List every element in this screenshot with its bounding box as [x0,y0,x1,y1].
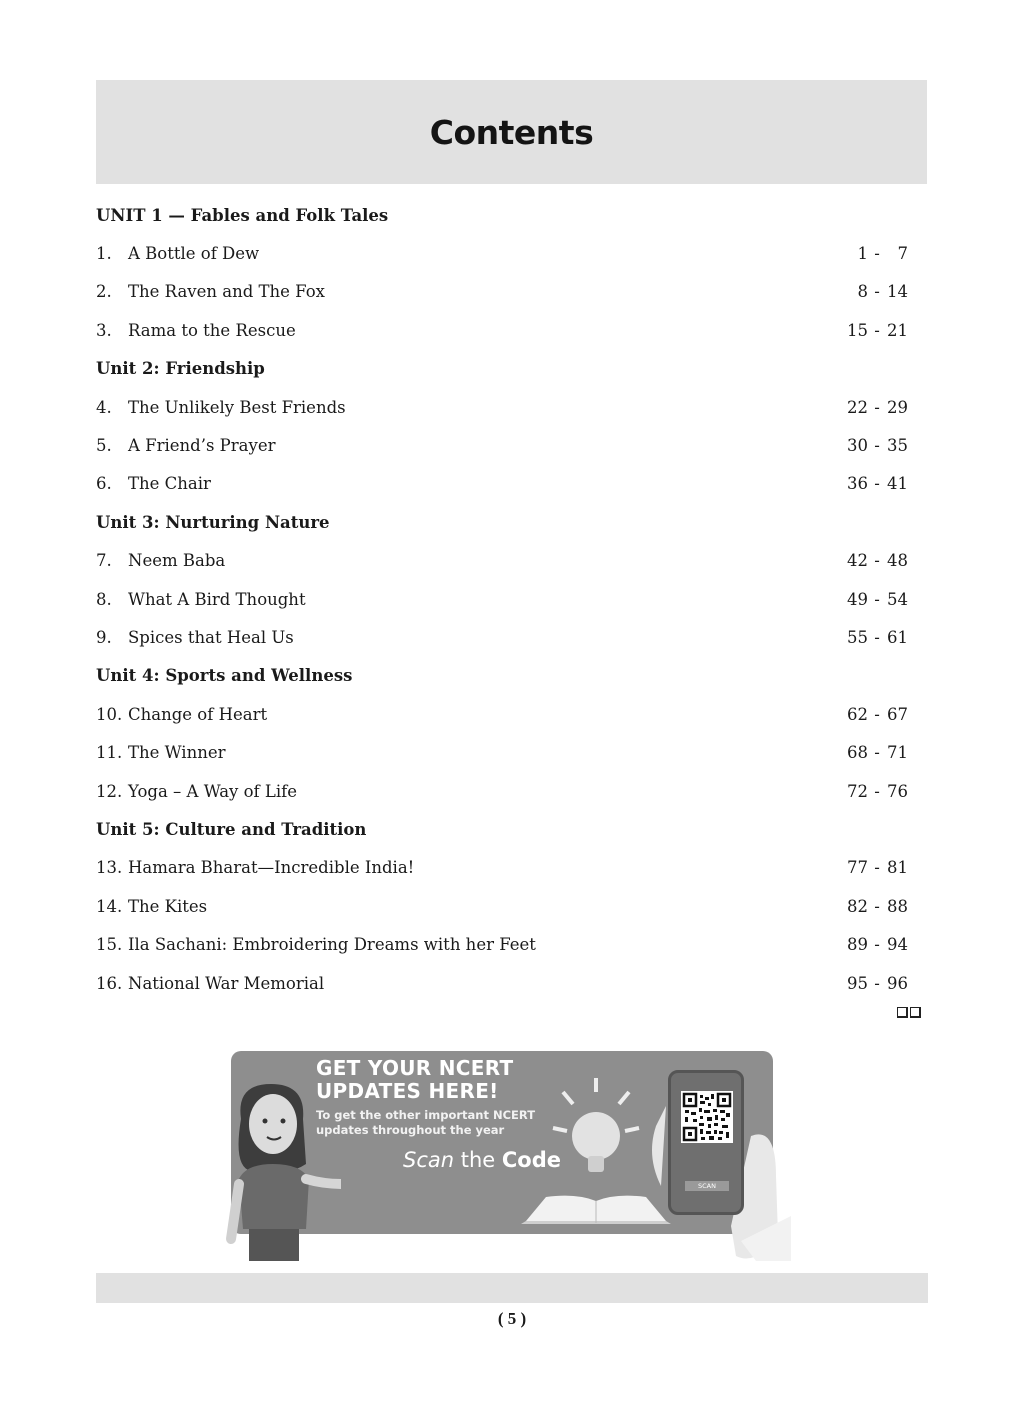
toc-unit-heading[interactable] [96,503,908,541]
ncert-updates-banner[interactable] [231,1051,791,1261]
page-range [828,628,908,647]
banner-text-block [316,1057,535,1138]
toc-chapter-entry[interactable] [96,465,908,503]
page-range [828,474,908,493]
page-range-separator: - [874,551,880,571]
toc-unit-heading[interactable] [96,196,908,234]
page-end: 35 [887,436,908,456]
page-range [828,436,908,455]
page-range-separator: - [874,896,880,916]
chapter-title: The Chair [128,474,211,494]
chapter-title: Change of Heart [128,704,268,724]
page-start: 68 [847,743,868,763]
end-marker [897,1007,921,1018]
chapter-number: 11. [96,743,123,763]
page-range [828,398,908,417]
square-icon [897,1007,908,1018]
page-start: 30 [847,436,868,456]
page-end: 71 [887,743,908,763]
page-range [828,858,908,877]
square-icon [910,1007,921,1018]
toc-unit-heading[interactable] [96,350,908,388]
toc-chapter-entry[interactable] [96,695,908,733]
lightbulb-icon [551,1076,641,1186]
chapter-title: The Unlikely Best Friends [128,397,346,417]
toc-chapter-entry[interactable] [96,618,908,656]
page-range [828,282,908,301]
chapter-number: 4. [96,397,112,417]
chapter-number: 10. [96,704,123,724]
page-start: 82 [847,896,868,916]
toc-chapter-entry[interactable] [96,925,908,963]
page-end: 88 [887,896,908,916]
page-start: 15 [847,320,868,340]
chapter-title: What A Bird Thought [128,589,306,609]
page-range [828,705,908,724]
page-range-separator: - [874,935,880,955]
toc-chapter-entry[interactable] [96,849,908,887]
chapter-number: 8. [96,589,112,609]
page-start: 49 [847,589,868,609]
page-end: 61 [887,627,908,647]
page-range-separator: - [874,973,880,993]
toc-chapter-entry[interactable] [96,542,908,580]
chapter-title: Neem Baba [128,551,226,571]
unit-title: Unit 2: Friendship [96,359,265,379]
page-start: 8 [857,282,868,302]
chapter-title: A Friend’s Prayer [128,436,276,456]
page-end: 81 [887,858,908,878]
page-range-separator: - [874,781,880,801]
chapter-number: 3. [96,320,112,340]
chapter-number: 6. [96,474,112,494]
page-range [828,590,908,609]
toc-chapter-entry[interactable] [96,426,908,464]
contents-header-band [96,80,927,184]
chapter-number: 7. [96,551,112,571]
qr-code-icon[interactable] [681,1091,733,1143]
page-start: 55 [847,627,868,647]
toc-chapter-entry[interactable] [96,234,908,272]
page-range-separator: - [874,244,880,264]
page-end: 14 [887,282,908,302]
page-title: Contents [429,112,594,152]
page-start: 95 [847,973,868,993]
page-start: 62 [847,704,868,724]
unit-title: UNIT 1 — Fables and Folk Tales [96,205,389,225]
footer-band [96,1273,928,1303]
unit-title: Unit 3: Nurturing Nature [96,512,330,532]
page-start: 22 [847,397,868,417]
chapter-title: The Kites [128,896,208,916]
page-range [828,321,908,340]
page-range-separator: - [874,704,880,724]
page-start: 42 [847,551,868,571]
chapter-number: 14. [96,896,123,916]
chapter-title: The Raven and The Fox [128,282,325,302]
toc-chapter-entry[interactable] [96,311,908,349]
page-end: 48 [887,551,908,571]
page-range-separator: - [874,282,880,302]
page-range [828,974,908,993]
page-range [828,244,908,263]
toc-chapter-entry[interactable] [96,887,908,925]
page-number: ( 5 ) [497,1309,527,1328]
page-range-separator: - [874,474,880,494]
page-start: 72 [847,781,868,801]
page-end: 96 [887,973,908,993]
page-range-separator: - [874,589,880,609]
page-range-separator: - [874,436,880,456]
toc-chapter-entry[interactable] [96,772,908,810]
page-start: 36 [847,474,868,494]
page-range [828,935,908,954]
page-end: 21 [887,320,908,340]
scan-button[interactable]: SCAN [685,1181,729,1191]
chapter-title: Yoga – A Way of Life [128,781,298,801]
page-end: 29 [887,397,908,417]
chapter-number: 1. [96,244,112,264]
page-range-separator: - [874,397,880,417]
scan-the-code-cta: Scan the Code [403,1148,562,1172]
chapter-title: Spices that Heal Us [128,627,294,647]
page-end: 76 [887,781,908,801]
page-range-separator: - [874,320,880,340]
page-end: 41 [887,474,908,494]
chapter-title: Rama to the Rescue [128,320,296,340]
page-end: 7 [897,244,908,264]
toc-chapter-entry[interactable] [96,388,908,426]
page-range-separator: - [874,858,880,878]
page-end: 94 [887,935,908,955]
page-start: 77 [847,858,868,878]
chapter-title: Ila Sachani: Embroidering Dreams with her Feet [128,935,536,955]
unit-title: Unit 5: Culture and Tradition [96,819,367,839]
toc-chapter-entry[interactable] [96,733,908,771]
phone-mockup [668,1070,744,1215]
page-start: 89 [847,935,868,955]
page-range-separator: - [874,743,880,763]
chapter-title: A Bottle of Dew [128,244,260,264]
chapter-number: 9. [96,627,112,647]
page-end: 67 [887,704,908,724]
table-of-contents [96,196,908,1002]
page-range [828,782,908,801]
toc-chapter-entry[interactable] [96,273,908,311]
page-range [828,897,908,916]
chapter-number: 12. [96,781,123,801]
chapter-title: The Winner [128,743,226,763]
chapter-number: 2. [96,282,112,302]
chapter-title: Hamara Bharat—Incredible India! [128,858,415,878]
chapter-title: National War Memorial [128,973,325,993]
toc-chapter-entry[interactable] [96,964,908,1002]
chapter-number: 15. [96,935,123,955]
chapter-number: 13. [96,858,123,878]
toc-chapter-entry[interactable] [96,580,908,618]
chapter-number: 16. [96,973,123,993]
toc-unit-heading[interactable] [96,657,908,695]
banner-headline: GET YOUR NCERT UPDATES HERE! [316,1056,514,1103]
page-end: 54 [887,589,908,609]
page-start: 1 [857,244,868,264]
page-range [828,551,908,570]
banner-subtext: To get the other important NCERT updates throughout the year [316,1108,536,1137]
page-range-separator: - [874,627,880,647]
chapter-number: 5. [96,436,112,456]
page-range [828,743,908,762]
unit-title: Unit 4: Sports and Wellness [96,666,353,686]
toc-unit-heading[interactable] [96,810,908,848]
